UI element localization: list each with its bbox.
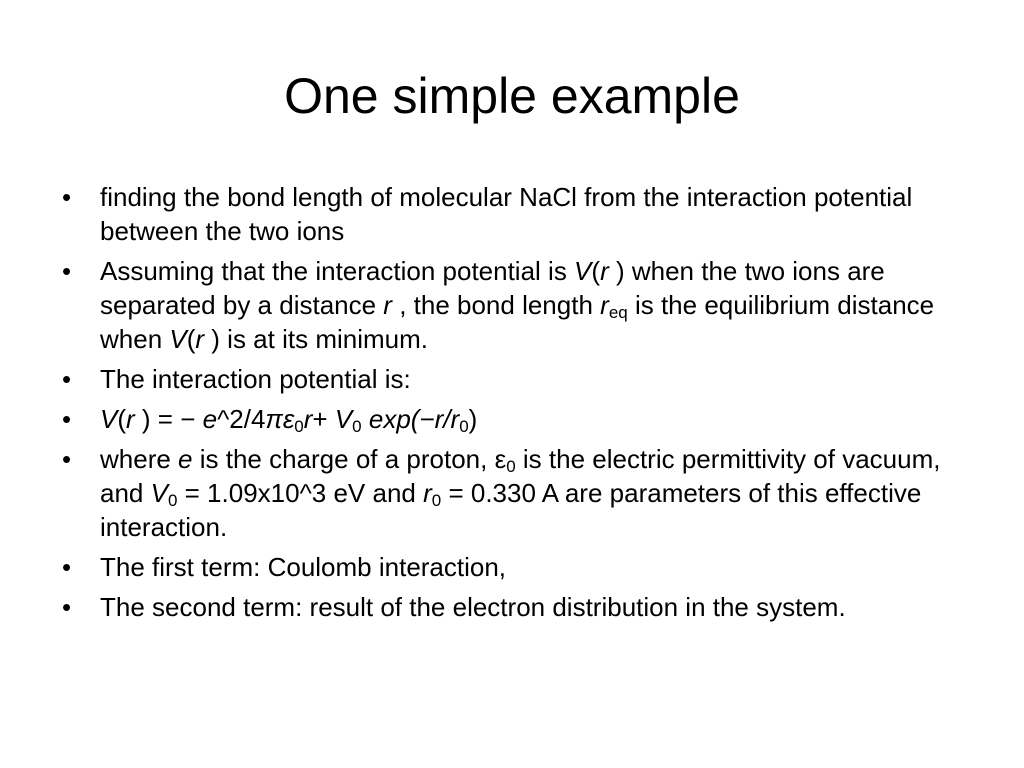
bullet-item	[60, 254, 960, 356]
text-run: e	[178, 444, 193, 474]
text-run: 0	[352, 417, 362, 436]
bullet-item	[60, 402, 960, 436]
bullet-item	[60, 550, 960, 584]
text-run: (	[186, 324, 196, 354]
text-run: Assuming that the interaction potential is	[100, 256, 575, 286]
bullet-dot-icon: •	[62, 256, 72, 286]
text-run: 0	[506, 457, 516, 476]
bullet-dot-icon: •	[62, 404, 72, 434]
text-run: The interaction potential is:	[100, 364, 411, 394]
bullet-text	[100, 364, 411, 394]
text-run: V	[150, 478, 168, 508]
text-run: r	[383, 290, 392, 320]
bullet-text	[100, 182, 912, 246]
bullet-text	[100, 592, 846, 622]
bullet-item	[60, 362, 960, 396]
text-run: 0	[431, 491, 442, 510]
text-run: where	[100, 444, 179, 474]
text-run: = 0.330 A are parameters of this effective interaction.	[100, 478, 922, 542]
text-run: is the equilibrium distance when	[100, 290, 935, 354]
text-run: The second term: result of the electron distribution in the system.	[100, 592, 846, 622]
text-run: ) is at its minimum.	[204, 324, 428, 354]
bullet-item	[60, 590, 960, 624]
text-run: ^2/4	[217, 404, 266, 434]
text-run: exp(−r/r	[368, 404, 460, 434]
text-run: r	[303, 404, 313, 434]
text-run: ) when the two ions are separated by a distance	[100, 256, 885, 320]
text-run: e	[202, 404, 218, 434]
text-run: (	[591, 256, 601, 286]
text-run	[362, 404, 369, 434]
bullet-text	[100, 256, 934, 354]
text-run: 0	[459, 417, 469, 436]
text-run: The first term: Coulomb interaction,	[100, 552, 507, 582]
bullet-dot-icon: •	[62, 592, 72, 622]
text-run: +	[312, 404, 335, 434]
slide-title: One simple example	[284, 68, 740, 124]
text-run: V	[169, 324, 187, 354]
bullet-list	[60, 180, 960, 630]
text-run: )	[468, 404, 478, 434]
text-run: V	[100, 404, 118, 434]
bullet-item	[60, 180, 960, 248]
text-run: ) = −	[134, 404, 203, 434]
text-run: V	[574, 256, 592, 286]
bullet-text	[100, 552, 506, 582]
text-run: r	[423, 478, 432, 508]
bullet-dot-icon: •	[62, 364, 72, 394]
bullet-dot-icon: •	[62, 552, 72, 582]
text-run: 0	[167, 491, 178, 510]
text-run: r	[600, 290, 609, 320]
text-run: r	[600, 256, 609, 286]
text-run: πε	[265, 404, 295, 434]
text-run: (	[117, 404, 127, 434]
text-run: 0	[294, 417, 304, 436]
bullet-item	[60, 442, 960, 544]
text-run: = 1.09x10^3 eV and	[177, 478, 424, 508]
text-run: r	[195, 324, 205, 354]
text-run: is the electric permittivity of vacuum, and	[100, 444, 941, 508]
bullet-text	[100, 444, 940, 542]
text-run: eq	[608, 303, 628, 322]
text-run: , the bond length	[391, 290, 601, 320]
text-run: is the charge of a proton, ε	[192, 444, 507, 474]
bullet-text	[100, 404, 477, 434]
text-run: r	[126, 404, 135, 434]
bullet-dot-icon: •	[62, 182, 72, 212]
text-run: V	[334, 404, 353, 434]
text-run: finding the bond length of molecular NaCl from the interaction potential between the two ions	[100, 182, 913, 246]
bullet-dot-icon: •	[62, 444, 72, 474]
